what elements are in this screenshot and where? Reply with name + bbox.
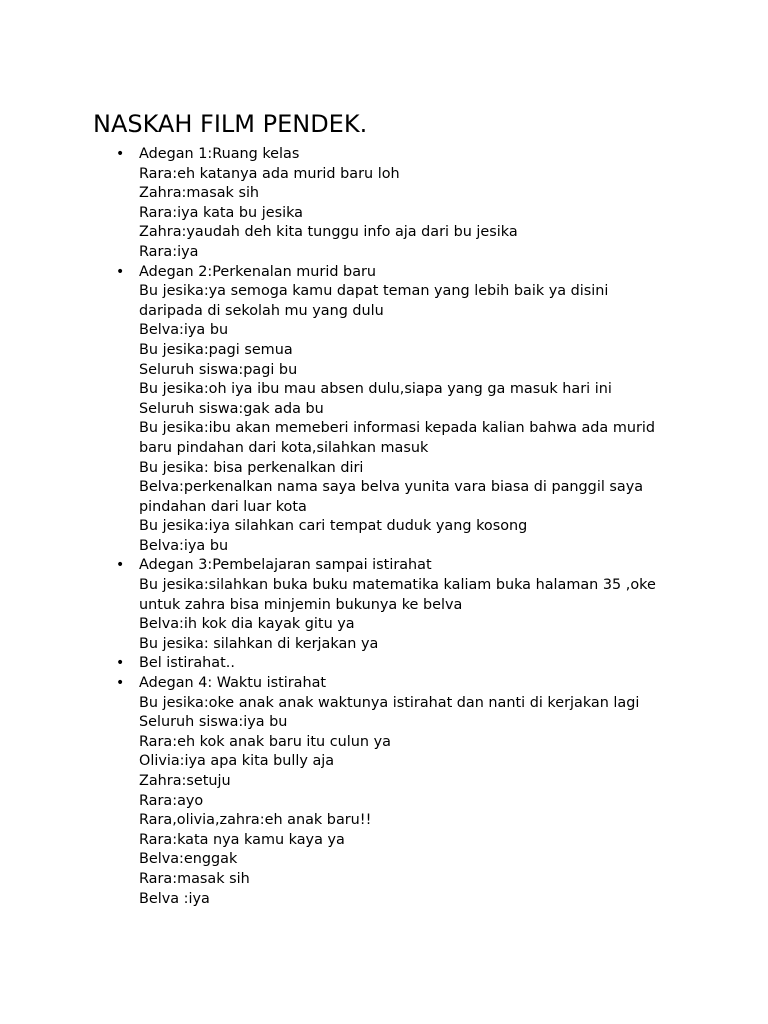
dialogue-line: Rara:iya kata bu jesika xyxy=(139,204,304,221)
dialogue-line: Rara:ayo xyxy=(139,792,204,809)
dialogue-line: Rara:iya xyxy=(139,243,199,260)
scene-item-5 xyxy=(0,674,659,909)
dialogue-line: Olivia:iya apa kita bully aja xyxy=(139,753,335,770)
dialogue-line: Zahra:yaudah deh kita tunggu info aja dari bu jesika xyxy=(139,224,518,241)
scene-heading: Adegan 3:Pembelajaran sampai istirahat xyxy=(139,557,432,574)
dialogue-line: Bu jesika:oke anak anak waktunya istirahat dan nanti di kerjakan lagi xyxy=(139,694,640,711)
dialogue-line: Bu jesika: bisa perkenalkan diri xyxy=(139,459,364,476)
bullet-icon: • xyxy=(116,655,125,672)
scene-item-1 xyxy=(0,145,659,263)
dialogue-line: Belva :iya xyxy=(139,890,210,907)
bullet-icon: • xyxy=(116,146,125,162)
bullet-icon: • xyxy=(116,675,125,692)
dialogue-line: Rara:eh katanya ada murid baru loh xyxy=(139,165,400,182)
dialogue-line: Bu jesika:oh iya ibu mau absen dulu,siapa yang ga masuk hari ini xyxy=(139,381,612,398)
dialogue-line: Belva:iya bu xyxy=(139,322,229,339)
dialogue-line: Bu jesika: silahkan di kerjakan ya xyxy=(139,635,379,652)
dialogue-line: Bu jesika:silahkan buka buku matematika kaliam buka halaman 35 ,oke untuk zahra bisa minjemin bukunya ke belva xyxy=(139,577,656,613)
dialogue-line: Bu jesika:iya silahkan cari tempat duduk yang kosong xyxy=(139,518,528,535)
scene-item-2 xyxy=(0,263,659,557)
dialogue-line: Rara:kata nya kamu kaya ya xyxy=(139,831,345,848)
dialogue-line: Bu jesika:ya semoga kamu dapat teman yang lebih baik ya disini daripada di sekolah mu yang dulu xyxy=(139,283,609,319)
scene-heading: Bel istirahat.. xyxy=(139,655,235,672)
scene-list xyxy=(0,145,768,909)
dialogue-line: Rara:masak sih xyxy=(139,870,250,887)
bullet-icon: • xyxy=(116,263,125,280)
dialogue-line: Rara:eh kok anak baru itu culun ya xyxy=(139,733,391,750)
dialogue-line: Seluruh siswa:gak ada bu xyxy=(139,400,324,417)
dialogue-line: Seluruh siswa:iya bu xyxy=(139,714,288,731)
scene-item-3 xyxy=(0,556,659,654)
dialogue-line: Seluruh siswa:pagi bu xyxy=(139,361,298,378)
scene-heading: Adegan 2:Perkenalan murid baru xyxy=(139,263,377,280)
dialogue-line: Belva:iya bu xyxy=(139,537,229,554)
dialogue-line: Belva:ih kok dia kayak gitu ya xyxy=(139,616,355,633)
scene-heading: Adegan 4: Waktu istirahat xyxy=(139,675,327,692)
dialogue-line: Zahra:setuju xyxy=(139,773,231,789)
dialogue-line: Zahra:masak sih xyxy=(139,185,260,202)
dialogue-line: Rara,olivia,zahra:eh anak baru!! xyxy=(139,812,372,829)
dialogue-line: Bu jesika:pagi semua xyxy=(139,341,293,358)
dialogue-line: Bu jesika:ibu akan memeberi informasi kepada kalian bahwa ada murid baru pindahan dari kota,silahkan masuk xyxy=(139,420,656,456)
dialogue-line: Belva:perkenalkan nama saya belva yunita vara biasa di panggil saya pindahan dari luar kota xyxy=(139,479,644,515)
scene-item-4 xyxy=(0,654,659,674)
document-title: NASKAH FILM PENDEK. xyxy=(93,110,368,138)
scene-heading: Adegan 1:Ruang kelas xyxy=(139,146,300,162)
bullet-icon: • xyxy=(116,557,125,574)
dialogue-line: Belva:enggak xyxy=(139,851,238,868)
